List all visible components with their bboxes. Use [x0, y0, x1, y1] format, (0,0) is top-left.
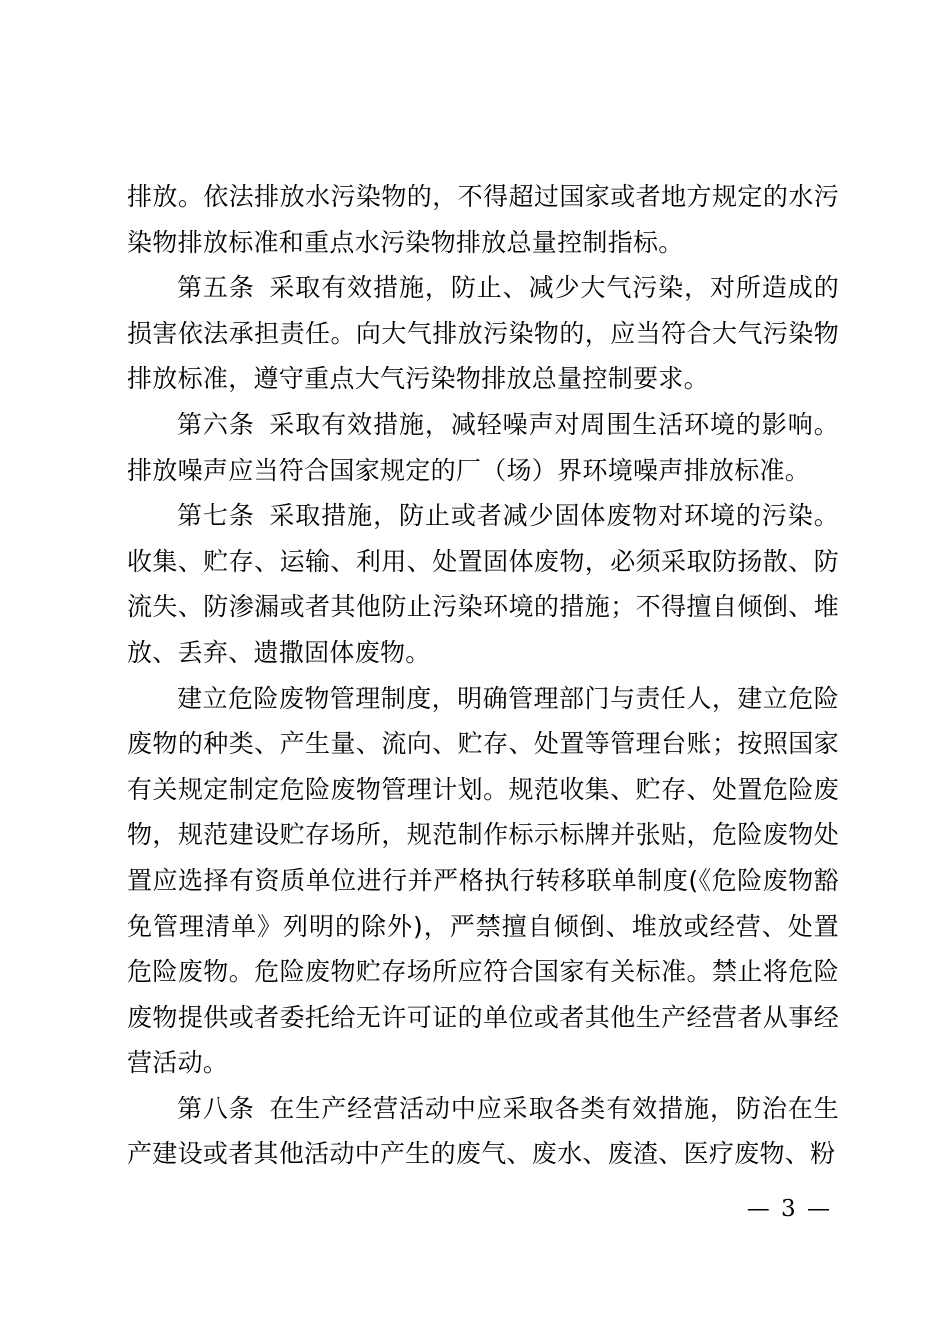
article-5-paragraph	[127, 265, 839, 402]
article-6-paragraph	[127, 402, 839, 493]
paragraph-text: 排放。依法排放水污染物的，不得超过国家或者地方规定的水污染物排放标准和重点水污染物排放总量控制指标。	[127, 182, 839, 257]
hazardous-waste-paragraph	[127, 676, 839, 1086]
article-label: 第八条	[177, 1093, 255, 1123]
paragraph-text: 采取有效措施，减轻噪声对周围生活环境的影响。排放噪声应当符合国家规定的厂（场）界环境噪声排放标准。	[127, 409, 839, 485]
paragraph-text: 采取措施，防止或者减少固体废物对环境的污染。收集、贮存、运输、利用、处置固体废物，必须采取防扬散、防流失、防渗漏或者其他防止污染环境的措施；不得擅自倾倒、堆放、丢弃、遗撒固体废物。	[127, 501, 839, 667]
paragraph-continuation	[127, 174, 839, 265]
document-body	[127, 174, 839, 1177]
article-label: 第七条	[177, 501, 255, 531]
page-number: — 3 —	[746, 1196, 832, 1222]
paragraph-text: 在生产经营活动中应采取各类有效措施，防治在生产建设或者其他活动中产生的废气、废水、废渣、医疗废物、粉	[127, 1093, 839, 1169]
article-label: 第六条	[177, 409, 255, 439]
article-8-paragraph	[127, 1086, 839, 1177]
paragraph-text: 采取有效措施，防止、减少大气污染，对所造成的损害依法承担责任。向大气排放污染物的，应当符合大气污染物排放标准，遵守重点大气污染物排放总量控制要求。	[127, 273, 839, 394]
article-7-paragraph	[127, 493, 839, 675]
article-label: 第五条	[177, 273, 255, 303]
paragraph-text: 建立危险废物管理制度，明确管理部门与责任人，建立危险废物的种类、产生量、流向、贮存、处置等管理台账；按照国家有关规定制定危险废物管理计划。规范收集、贮存、处置危险废物，规范建设贮存场所，规范制作标示标牌并张贴，危险废物处置应选择有资质单位进行并严格执行转移联单制度(《危险废物豁免管理清单》列明的除外)，严禁擅自倾倒、堆放或经营、处置危险废物。危险废物贮存场所应符合国家有关标准。禁止将危险废物提供或者委托给无许可证的单位或者其他生产经营者从事经营活动。	[127, 683, 839, 1078]
